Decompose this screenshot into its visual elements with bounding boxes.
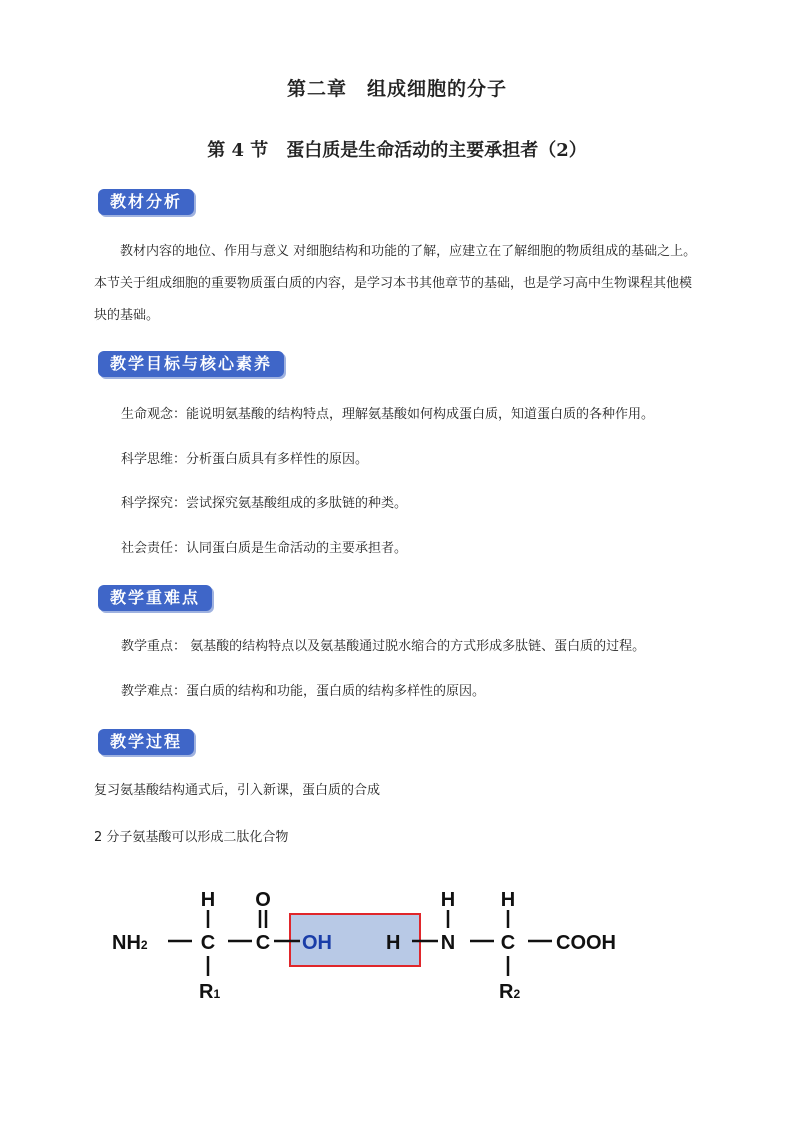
analysis-text: 教材内容的地位、作用与意义 对细胞结构和功能的了解，应建立在了解细胞的物质组成的基础之上。本节关于组成细胞的重要物质蛋白质的内容，是学习本书其他章节的基础，也是学习高中生物课程其他模块的基础。 [94, 244, 697, 323]
process-line: 复习氨基酸结构通式后，引入新课，蛋白质的合成 [94, 783, 381, 798]
atom-h: H [440, 889, 456, 911]
badge-process: 教学过程 [98, 729, 194, 755]
key-point-item: 教学重点： 氨基酸的结构特点以及氨基酸通过脱水缩合的方式形成多肽链、蛋白质的过程。 [121, 639, 646, 654]
amino-group-label: NH2 [112, 932, 148, 954]
atom-n: N [440, 932, 456, 954]
objective-item: 科学思维：分析蛋白质具有多样性的原因。 [121, 452, 369, 467]
process-line: 2 分子氨基酸可以形成二肽化合物 [94, 830, 289, 845]
objective-item: 社会责任：认同蛋白质是生命活动的主要承担者。 [121, 541, 408, 556]
key-point-item: 教学难点：蛋白质的结构和功能，蛋白质的结构多样性的原因。 [121, 684, 486, 699]
side-chain-r2: R2 [499, 981, 521, 1003]
hydroxyl-group-label: OH [302, 932, 332, 954]
atom-h-amino: H [386, 932, 401, 954]
carboxyl-group-label: COOH [556, 932, 616, 954]
objective-item: 科学探究：尝试探究氨基酸组成的多肽链的种类。 [121, 496, 408, 511]
atom-o: O [255, 889, 271, 911]
badge-objectives: 教学目标与核心素养 [98, 351, 284, 377]
atom-h: H [200, 889, 216, 911]
section-title: 第 4 节 蛋白质是生命活动的主要承担者（2） [207, 140, 587, 161]
chapter-title: 第二章 组成细胞的分子 [286, 78, 507, 100]
objective-item: 生命观念：能说明氨基酸的结构特点，理解氨基酸如何构成蛋白质，知道蛋白质的各种作用。 [121, 407, 655, 422]
atom-h: H [500, 889, 516, 911]
badge-key-points: 教学重难点 [98, 585, 212, 611]
side-chain-r1: R1 [199, 981, 221, 1003]
atom-c-carbonyl: C [255, 932, 271, 954]
atom-c-alpha-2: C [500, 932, 516, 954]
badge-analysis: 教材分析 [98, 189, 194, 215]
atom-c-alpha-1: C [200, 932, 216, 954]
dipeptide-diagram [0, 870, 794, 1020]
